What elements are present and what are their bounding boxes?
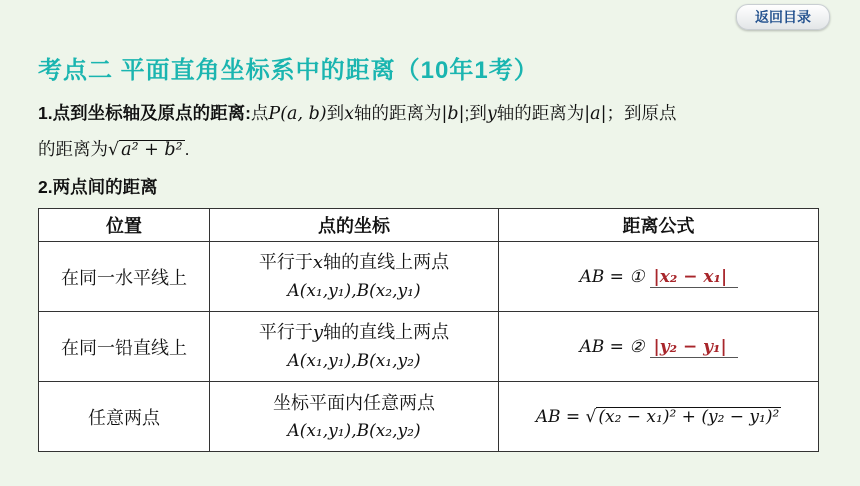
row-formula (499, 382, 819, 452)
point2-heading: 2.两点间的距离 (38, 177, 158, 197)
point1-text-g: 的距离为 (38, 139, 108, 159)
point1-heading: 1.点到坐标轴及原点的距离: (38, 103, 251, 123)
row-position: 任意两点 (39, 382, 210, 452)
header-position: 位置 (39, 209, 210, 242)
point-p: P(a, b) (268, 104, 327, 124)
point-coordinates: A(x₁,y₁),B(x₁,y₂) (287, 351, 421, 371)
point1-text-b: 到 (326, 103, 345, 123)
formula-text: AB = ① (579, 266, 645, 287)
section-title: 考点二 平面直角坐标系中的距离（10年1考） (38, 57, 539, 84)
point1-text-f: ；到原点 (606, 103, 677, 123)
row-position: 在同一铅直线上 (39, 312, 210, 382)
header-coordinates: 点的坐标 (210, 209, 499, 242)
answer-blank: |y₂ − y₁| (650, 337, 738, 358)
header-formula: 距离公式 (499, 209, 819, 242)
formula-radicand: (x₂ − x₁)² + (y₂ − y₁)² (598, 407, 780, 427)
point-coordinates: A(x₁,y₁),B(x₂,y₂) (287, 420, 421, 441)
row-formula (499, 312, 819, 382)
axis-var: y (312, 322, 324, 343)
sqrt-symbol: √ (108, 140, 120, 160)
abs-b: |b| (441, 104, 465, 124)
table-header-row (39, 209, 819, 242)
point1-text-c: 轴的距离为 (354, 103, 442, 123)
distance-table (38, 208, 819, 452)
formula-prefix: AB = √ (535, 407, 597, 427)
table-row (39, 312, 819, 382)
point-coordinates: A(x₁,y₁),B(x₂,y₁) (287, 281, 421, 301)
row-coordinates: 坐标平面内任意两点 A(x₁,y₁),B(x₂,y₂) (210, 382, 499, 452)
formula-text: AB = ② (579, 336, 645, 357)
point1-text-a: 点 (250, 103, 269, 123)
axis-var: x (312, 252, 324, 273)
y-var: y (486, 104, 497, 124)
row-coordinates: 平行于y轴的直线上两点 A(x₁,y₁),B(x₁,y₂) (210, 312, 499, 382)
row-coordinates: 平行于x轴的直线上两点 A(x₁,y₁),B(x₂,y₁) (210, 242, 499, 312)
answer-blank: |x₂ − x₁| (650, 267, 738, 288)
row-position: 在同一水平线上 (39, 242, 210, 312)
table-row (39, 382, 819, 452)
point1-line1 (38, 100, 677, 125)
point1-end: . (184, 139, 190, 159)
sqrt-expression: a² + b² (121, 140, 183, 160)
row-formula (499, 242, 819, 312)
back-to-contents-button[interactable]: 返回目录 (736, 4, 830, 30)
point1-text-d: ;到 (464, 103, 487, 123)
x-var: x (344, 104, 354, 124)
table-row (39, 242, 819, 312)
point1-text-e: 轴的距离为 (496, 103, 585, 123)
abs-a: |a| (584, 104, 607, 124)
point1-line2 (38, 136, 190, 161)
